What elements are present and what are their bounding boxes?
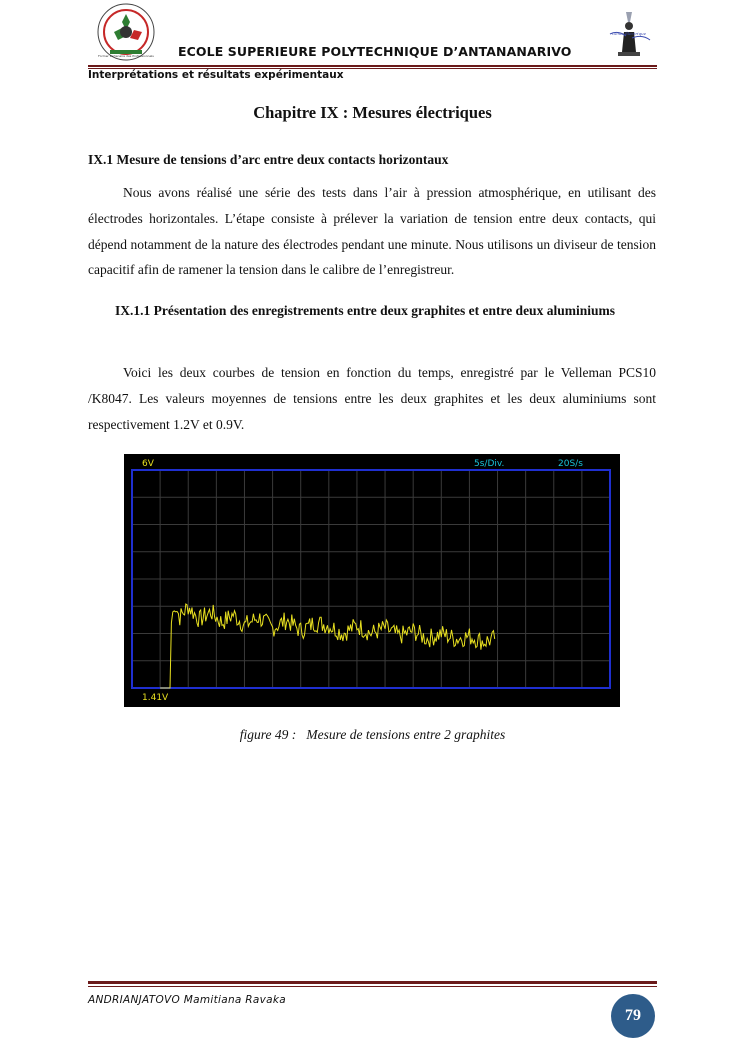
footer-rule-thin [88, 986, 657, 987]
chart-grid [132, 470, 610, 688]
header-subtitle: Interprétations et résultats expérimentaux [88, 69, 344, 81]
footer-rule [88, 981, 657, 984]
oscilloscope-figure [124, 454, 620, 707]
subsection-paragraph-text: Voici les deux courbes de tension en fonction du temps, enregistré par le Velleman PCS10 /K8047. Les valeurs moyennes de tensions entre les deux graphites et les deux aluminiums sont respectivement 1.2V et 0.9V. [88, 365, 656, 432]
header-rule [88, 65, 657, 67]
section-title: IX.1 Mesure de tensions d’arc entre deux contacts horizontaux [88, 152, 449, 167]
voltage-trace [160, 604, 495, 688]
subsection-title: IX.1.1 Présentation des enregistrements entre deux graphites et entre deux aluminiums [115, 303, 615, 318]
sample-rate-label: 20S/s [558, 459, 583, 469]
offset-label: 1.41V [142, 693, 169, 703]
section-paragraph-text: Nous avons réalisé une série des tests dans l’air à pression atmosphérique, en utilisant des électrodes horizontales. L’étape consiste à prélever la variation de tension entre deux contacts, qui dépend notamment de la nature des électrodes pendant une minute. Nous utilisons un diviseur de tension capacitif afin de ramener la tension dans le calibre de l’enregistreur. [88, 185, 656, 278]
school-logo-text: Former Partenaire des Professionnels [98, 54, 154, 58]
department-logo-text: Génie Électrique [611, 31, 647, 36]
oscilloscope-chart [124, 454, 620, 707]
chapter-title: Chapitre IX : Mesures électriques [253, 103, 492, 122]
figure-caption: figure 49 : Mesure de tensions entre 2 graphites [239, 727, 506, 742]
timebase-label: 5s/Div. [474, 459, 505, 469]
footer-author: ANDRIANJATOVO Mamitiana Ravaka [88, 994, 286, 1006]
subsection-paragraph [88, 360, 656, 437]
volt-div-label: 6V [142, 459, 154, 469]
department-logo [604, 8, 654, 64]
page-number: 79 [611, 994, 655, 1038]
header-school-name: ECOLE SUPERIEURE POLYTECHNIQUE D’ANTANANARIVO [178, 44, 572, 59]
school-logo [96, 2, 156, 62]
section-paragraph [88, 180, 656, 283]
